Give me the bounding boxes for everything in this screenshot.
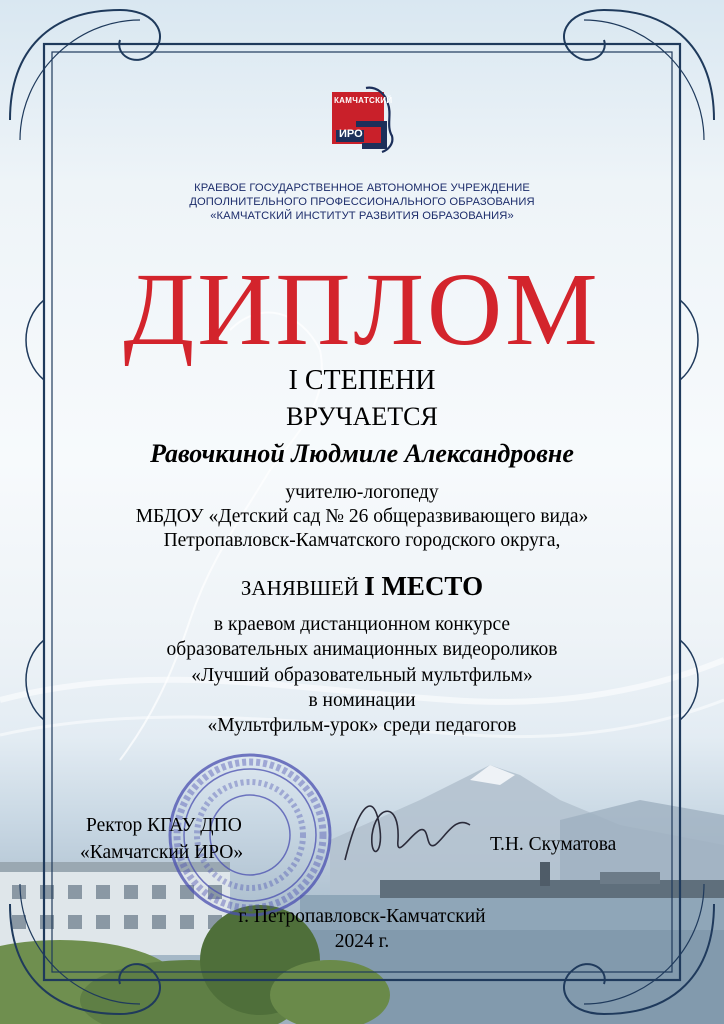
- nomination-label: в номинации: [308, 690, 416, 711]
- contest-line-1: в краевом дистанционном конкурсе: [213, 614, 511, 635]
- recipient-position: учителю-логопеду: [285, 482, 439, 503]
- footer-city: г. Петропавловск-Камчатский: [238, 906, 486, 927]
- nomination-name: «Мультфильм-урок» среди педагогов: [207, 715, 517, 736]
- institution-line-2: ДОПОЛНИТЕЛЬНОГО ПРОФЕССИОНАЛЬНОГО ОБРАЗОВАНИЯ: [189, 196, 535, 208]
- signatory-name: Т.Н. Скуматова: [490, 834, 617, 855]
- logo-region-text: КАМЧАТСКИЙ: [334, 96, 393, 105]
- place-prefix: ЗАНЯВШЕЙ: [240, 576, 359, 600]
- place-statement: [0, 571, 724, 601]
- footer-year: 2024 г.: [334, 931, 390, 952]
- signatory-title-2: «Камчатский ИРО»: [80, 842, 244, 863]
- signatory-title-1: Ректор КГАУ ДПО: [86, 815, 242, 836]
- institution-line-3: «КАМЧАТСКИЙ ИНСТИТУТ РАЗВИТИЯ ОБРАЗОВАНИЯ»: [210, 210, 514, 222]
- place-value: I МЕСТО: [364, 571, 484, 601]
- recipient-name: Равочкиной Людмиле Александровне: [150, 439, 574, 468]
- logo-abbr-text: ИРО: [339, 128, 363, 140]
- diploma-degree: I СТЕПЕНИ: [288, 365, 436, 396]
- kamchatka-iro-logo: [326, 84, 398, 163]
- recipient-organization: МБДОУ «Детский сад № 26 общеразвивающего вида»: [135, 506, 589, 527]
- institution-line-1: КРАЕВОЕ ГОСУДАРСТВЕННОЕ АВТОНОМНОЕ УЧРЕЖДЕНИЕ: [194, 182, 530, 194]
- contest-name: «Лучший образовательный мультфильм»: [191, 665, 533, 686]
- presented-label: ВРУЧАЕТСЯ: [286, 402, 438, 431]
- recipient-district: Петропавловск-Камчатского городского округа,: [163, 530, 561, 551]
- diploma-title: ДИПЛОМ: [123, 252, 601, 367]
- contest-line-2: образовательных анимационных видеороликов: [166, 639, 558, 660]
